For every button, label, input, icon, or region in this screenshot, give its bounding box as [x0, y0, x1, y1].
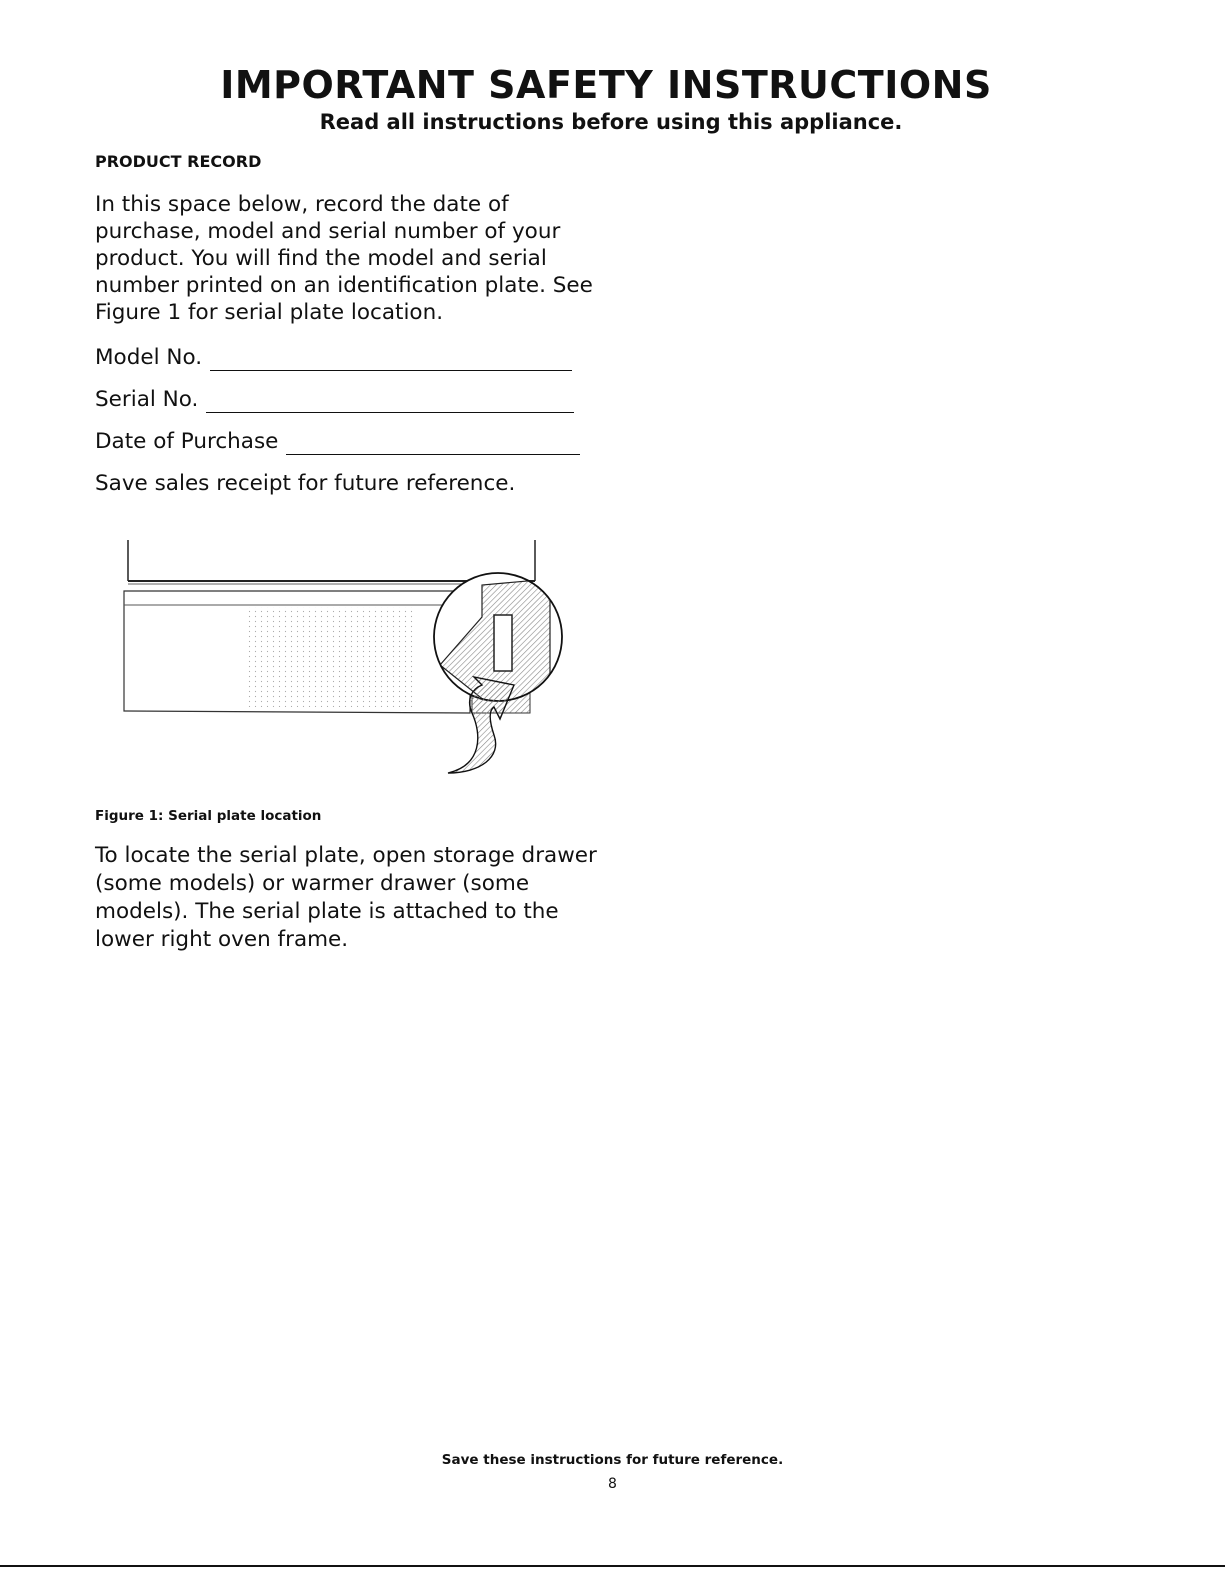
figure-caption: Figure 1: Serial plate location [95, 808, 322, 824]
date-of-purchase-blank-line [286, 434, 580, 455]
serial-plate-location-text: To locate the serial plate, open storage drawer (some models) or warmer drawer (some models). The serial plate is attached to the lower right oven frame. [95, 843, 597, 952]
date-of-purchase-label: Date of Purchase [95, 429, 279, 454]
section-heading-product-record: PRODUCT RECORD [95, 152, 262, 171]
page-number: 8 [608, 1476, 617, 1492]
page-bottom-rule [0, 1565, 1225, 1567]
page-title: IMPORTANT SAFETY INSTRUCTIONS [220, 63, 992, 107]
serial-number-blank-line [206, 392, 574, 413]
save-receipt-note: Save sales receipt for future reference. [95, 471, 516, 496]
model-number-blank-line [210, 350, 572, 371]
product-record-intro: In this space below, record the date of purchase, model and serial number of your product. You will find the model and serial number printed on an identification plate. See Figure 1 for serial plate location. [95, 192, 593, 325]
footer-note: Save these instructions for future reference. [441, 1452, 784, 1468]
date-of-purchase-field [95, 428, 580, 455]
serial-plate-figure [110, 535, 580, 789]
serial-number-label: Serial No. [95, 387, 199, 412]
page-subtitle: Read all instructions before using this appliance. [319, 110, 903, 134]
serial-number-field [95, 386, 574, 413]
model-number-field [95, 344, 572, 371]
oven-drawer-illustration [110, 535, 580, 785]
model-number-label: Model No. [95, 345, 203, 370]
